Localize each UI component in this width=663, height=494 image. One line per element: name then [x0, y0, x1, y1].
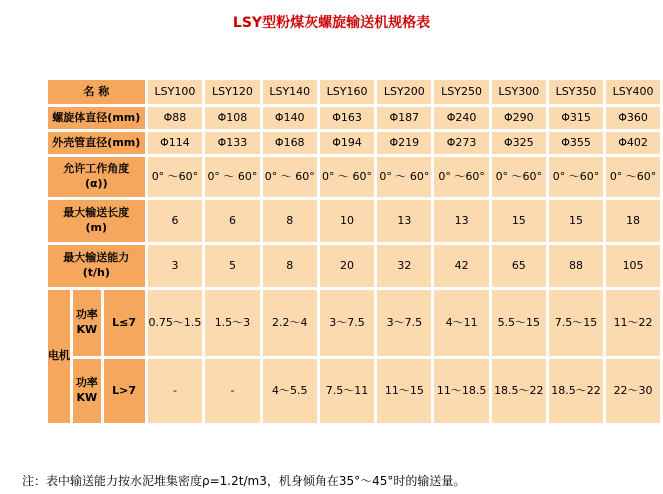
value-cell: Φ140: [263, 107, 317, 129]
value-cell: 7.5～11: [320, 359, 374, 423]
value-cell: 7.5～15: [549, 290, 603, 356]
row-label: 最大输送能力: [63, 251, 130, 265]
value-cell: 42: [434, 245, 488, 287]
value-cell: 8: [263, 200, 317, 242]
value-cell: 20: [320, 245, 374, 287]
value-cell: Φ163: [320, 107, 374, 129]
value-cell: 13: [434, 200, 488, 242]
value-cell: 1.5～3: [205, 290, 259, 356]
value-cell: 5: [205, 245, 259, 287]
value-cell: Φ290: [492, 107, 546, 129]
value-cell: 11～18.5: [434, 359, 488, 423]
value-cell: 11～15: [377, 359, 431, 423]
value-cell: Φ402: [606, 132, 660, 154]
motor-power-unit: KW: [76, 391, 98, 404]
header-row: [48, 80, 660, 104]
value-cell: 4～11: [434, 290, 488, 356]
value-cell: Φ187: [377, 107, 431, 129]
value-cell: Φ273: [434, 132, 488, 154]
value-cell: Φ108: [205, 107, 259, 129]
page-title: LSY型粉煤灰螺旋输送机规格表: [232, 15, 431, 31]
value-cell: 32: [377, 245, 431, 287]
row-label-cell: [48, 157, 145, 197]
motor-condition-cell: L≤7: [104, 290, 145, 356]
model-header-cell: LSY140: [263, 80, 317, 104]
value-cell: 22～30: [606, 359, 660, 423]
footnote: 注：表中输送能力按水泥堆集密度ρ=1.2t/m3，机身倾角在35°～45°时的输送量。: [22, 474, 466, 488]
row-max-capacity: [48, 245, 660, 287]
value-cell: Φ168: [263, 132, 317, 154]
value-cell: Φ325: [492, 132, 546, 154]
model-header-cell: LSY160: [320, 80, 374, 104]
value-cell: 15: [492, 200, 546, 242]
value-cell: 0° ～60°: [606, 157, 660, 197]
motor-power-label: 功率: [75, 308, 98, 322]
row-casing-diameter: [48, 132, 660, 154]
value-cell: 65: [492, 245, 546, 287]
value-cell: 8: [263, 245, 317, 287]
value-cell: Φ355: [549, 132, 603, 154]
value-cell: Φ360: [606, 107, 660, 129]
value-cell: 3～7.5: [377, 290, 431, 356]
value-cell: Φ114: [148, 132, 203, 154]
motor-condition-cell: L>7: [104, 359, 145, 423]
value-cell: 0° ～60°: [492, 157, 546, 197]
motor-power-unit: KW: [76, 323, 98, 336]
value-cell: 6: [148, 200, 203, 242]
value-cell: -: [148, 359, 203, 423]
value-cell: 3～7.5: [320, 290, 374, 356]
value-cell: Φ133: [205, 132, 259, 154]
motor-power-cell: [73, 359, 101, 423]
value-cell: 0° ～ 60°: [377, 157, 431, 197]
value-cell: 18.5～22: [492, 359, 546, 423]
motor-power-label: 功率: [75, 376, 98, 390]
model-header-cell: LSY200: [377, 80, 431, 104]
row-label: 最大输送长度: [63, 206, 130, 220]
row-motor-power-long: [48, 359, 660, 423]
model-header-cell: LSY100: [148, 80, 203, 104]
row-label-unit: (m): [85, 221, 108, 234]
model-header-cell: LSY250: [434, 80, 488, 104]
row-label: 允许工作角度: [63, 162, 130, 176]
value-cell: 0° ～ 60°: [205, 157, 259, 197]
value-cell: 0° ～ 60°: [263, 157, 317, 197]
value-cell: 18: [606, 200, 660, 242]
value-cell: 6: [205, 200, 259, 242]
name-header-cell: 名 称: [48, 80, 145, 104]
value-cell: Φ88: [148, 107, 203, 129]
value-cell: 0° ～60°: [549, 157, 603, 197]
spec-table: [45, 77, 663, 426]
motor-group-cell: 电机: [48, 290, 70, 423]
row-motor-power-short: [48, 290, 660, 356]
model-header-cell: LSY350: [549, 80, 603, 104]
row-label-unit: (α)): [84, 177, 108, 190]
value-cell: 2.2～4: [263, 290, 317, 356]
value-cell: 0.75～1.5: [148, 290, 203, 356]
value-cell: 18.5～22: [549, 359, 603, 423]
value-cell: Φ315: [549, 107, 603, 129]
row-label-cell: [48, 200, 145, 242]
row-screw-diameter: [48, 107, 660, 129]
value-cell: 0° ～60°: [434, 157, 488, 197]
value-cell: 0° ～ 60°: [320, 157, 374, 197]
value-cell: Φ240: [434, 107, 488, 129]
value-cell: 4～5.5: [263, 359, 317, 423]
row-max-length: [48, 200, 660, 242]
model-header-cell: LSY300: [492, 80, 546, 104]
value-cell: 3: [148, 245, 203, 287]
value-cell: 88: [549, 245, 603, 287]
value-cell: 105: [606, 245, 660, 287]
row-label-unit: (t/h): [82, 266, 110, 279]
value-cell: Φ219: [377, 132, 431, 154]
motor-power-cell: [73, 290, 101, 356]
model-header-cell: LSY120: [205, 80, 259, 104]
value-cell: 11～22: [606, 290, 660, 356]
value-cell: 10: [320, 200, 374, 242]
value-cell: Φ194: [320, 132, 374, 154]
value-cell: 0° ～60°: [148, 157, 203, 197]
value-cell: 5.5～15: [492, 290, 546, 356]
value-cell: -: [205, 359, 259, 423]
model-header-cell: LSY400: [606, 80, 660, 104]
row-label-cell: 螺旋体直径(mm): [48, 107, 145, 129]
row-label-cell: 外壳管直径(mm): [48, 132, 145, 154]
value-cell: 15: [549, 200, 603, 242]
row-working-angle: [48, 157, 660, 197]
value-cell: 13: [377, 200, 431, 242]
row-label-cell: [48, 245, 145, 287]
